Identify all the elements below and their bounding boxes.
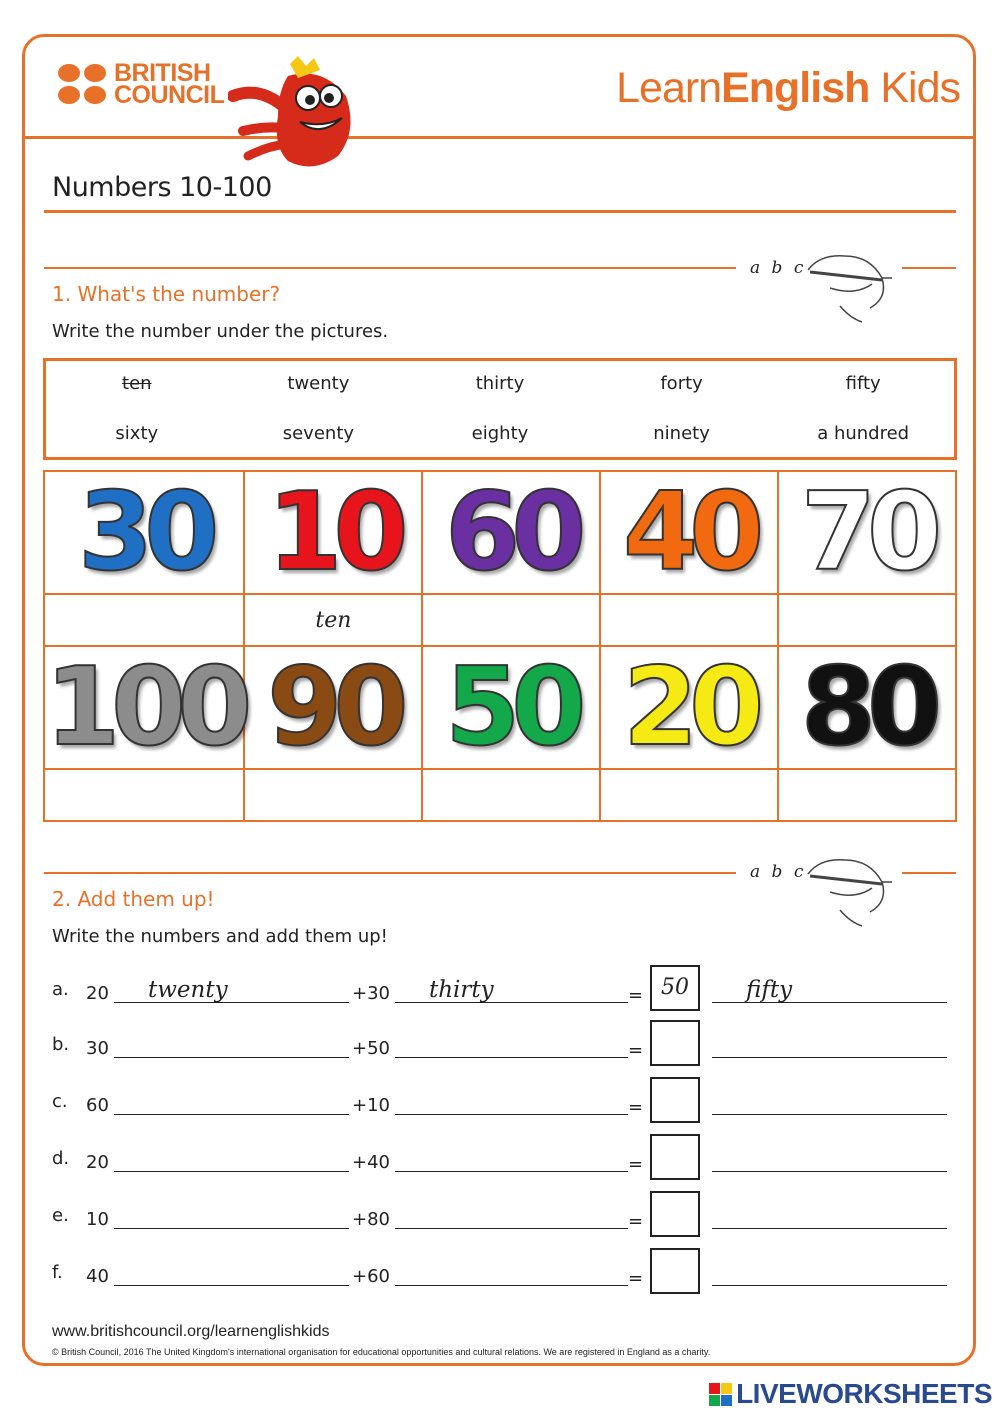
answer-row-1: [44, 594, 956, 646]
plus-sign: +: [352, 1038, 368, 1059]
exercise-letter: c.: [52, 1091, 68, 1112]
second-number-word-field[interactable]: [395, 1203, 628, 1229]
word-bank-item: eighty: [471, 423, 529, 444]
liveworksheets-logo-icon: [709, 1383, 732, 1406]
liveworksheets-watermark: [709, 1378, 992, 1410]
answer-input-cell[interactable]: [600, 769, 778, 821]
first-number-word-field[interactable]: [114, 1260, 349, 1286]
second-number: 60: [367, 1266, 390, 1287]
first-number-word-field[interactable]: [114, 1089, 349, 1115]
logo-english: English: [721, 64, 870, 112]
second-number-word-field[interactable]: [395, 1260, 628, 1286]
result-number-box[interactable]: [650, 1191, 700, 1237]
first-number-word-field[interactable]: [114, 1032, 349, 1058]
monster-mascot-icon: [228, 56, 363, 176]
result-word-field[interactable]: [712, 1203, 947, 1229]
second-number: 50: [367, 1038, 390, 1059]
logo-kids: Kids: [869, 64, 960, 112]
bc-logo-line2: COUNCIL: [114, 81, 225, 109]
exercise-letter: a.: [52, 979, 69, 1000]
number-picture-cell: [422, 646, 600, 769]
first-number: 20: [86, 1152, 109, 1173]
second-number-word-field[interactable]: [395, 1146, 628, 1172]
section2-abc-label: a b c: [750, 862, 807, 882]
answer-input-cell[interactable]: ten: [244, 594, 422, 646]
word-bank-item: a hundred: [817, 423, 910, 444]
exercise-letter: e.: [52, 1205, 69, 1226]
number-picture-cell: [600, 471, 778, 594]
plus-sign: +: [352, 1095, 368, 1116]
plus-sign: +: [352, 1209, 368, 1230]
british-council-dots-icon: [58, 64, 106, 104]
number-picture-cell: [600, 646, 778, 769]
number-picture-cell: [44, 646, 244, 769]
second-number-word-field[interactable]: [395, 1032, 628, 1058]
big-number: 30: [78, 470, 211, 595]
word-bank: [43, 358, 957, 460]
exercise-letter: d.: [52, 1148, 70, 1169]
result-word-field[interactable]: fifty: [712, 977, 947, 1003]
second-number: 30: [367, 983, 390, 1004]
section2-instruction: Write the numbers and add them up!: [52, 926, 388, 947]
word-bank-item: sixty: [115, 423, 159, 444]
answer-input-cell[interactable]: [244, 769, 422, 821]
big-number: 10: [267, 470, 400, 595]
page-title: Numbers 10-100: [52, 172, 272, 203]
equals-sign: =: [628, 1154, 644, 1175]
big-number: 20: [622, 645, 756, 770]
exercise-letter: b.: [52, 1034, 70, 1055]
footer-copyright: © British Council, 2016 The United Kingdom's international organisation for educational opportunities and cultural relations. We are registered in England as a charity.: [52, 1347, 711, 1357]
first-number: 40: [86, 1266, 109, 1287]
word-bank-item: fifty: [845, 373, 881, 394]
number-row-1: [44, 471, 956, 594]
writing-hand-icon: [800, 852, 900, 930]
word-bank-item: ninety: [653, 423, 710, 444]
big-number: 60: [445, 470, 578, 595]
word-bank-item: forty: [660, 373, 703, 394]
second-number: 40: [367, 1152, 390, 1173]
result-word-field[interactable]: [712, 1146, 947, 1172]
british-council-logo: [58, 59, 225, 109]
big-number: 100: [45, 645, 244, 770]
section2-heading: 2. Add them up!: [52, 887, 215, 911]
word-bank-item: seventy: [282, 423, 355, 444]
second-number-word-field[interactable]: thirty: [395, 977, 628, 1003]
equals-sign: =: [628, 1268, 644, 1289]
first-number-word-field[interactable]: [114, 1203, 349, 1229]
result-number-box[interactable]: 50: [650, 965, 700, 1011]
first-number: 10: [86, 1209, 109, 1230]
writing-hand-icon: [800, 248, 900, 326]
addition-row: [52, 1020, 952, 1070]
plus-sign: +: [352, 1266, 368, 1287]
exercise-letter: f.: [52, 1262, 63, 1283]
second-number: 80: [367, 1209, 390, 1230]
section1-instruction: Write the number under the pictures.: [52, 321, 389, 342]
number-row-2: [44, 646, 956, 769]
first-number-word-field[interactable]: [114, 1146, 349, 1172]
result-word-field[interactable]: [712, 1089, 947, 1115]
liveworksheets-text: LIVEWORKSHEETS: [736, 1378, 992, 1409]
answer-input-cell[interactable]: [600, 594, 778, 646]
word-bank-item: ten: [122, 373, 152, 394]
big-number: 40: [622, 470, 756, 595]
addition-row: [52, 1134, 952, 1184]
section1-abc-label: a b c: [750, 258, 807, 278]
learnenglish-kids-logo: [616, 64, 960, 113]
result-number-box[interactable]: [650, 1134, 700, 1180]
big-number: 50: [445, 645, 578, 770]
big-number: 70: [800, 470, 934, 595]
first-number: 20: [86, 983, 109, 1004]
equals-sign: =: [628, 1097, 644, 1118]
second-number: 10: [367, 1095, 390, 1116]
logo-learn: Learn: [616, 64, 722, 112]
result-number-box[interactable]: [650, 1248, 700, 1294]
number-picture-grid: [43, 470, 957, 822]
bc-logo-line1: BRITISH: [114, 59, 211, 87]
first-number-word-field[interactable]: twenty: [114, 977, 349, 1003]
addition-row: [52, 1077, 952, 1127]
big-number: 90: [267, 645, 400, 770]
answer-input-cell[interactable]: [422, 594, 600, 646]
equals-sign: =: [628, 1040, 644, 1061]
word-bank-item: twenty: [287, 373, 350, 394]
answer-input-cell[interactable]: [44, 769, 244, 821]
big-number: 80: [800, 645, 934, 770]
number-picture-cell: [44, 471, 244, 594]
second-number-word-field[interactable]: [395, 1089, 628, 1115]
section1-rule-right: [902, 267, 956, 269]
result-number-box[interactable]: [650, 1020, 700, 1066]
word-bank-item: thirty: [475, 373, 525, 394]
answer-row-2: [44, 769, 956, 821]
plus-sign: +: [352, 1152, 368, 1173]
answer-input-cell[interactable]: [422, 769, 600, 821]
answer-input-cell[interactable]: [778, 769, 956, 821]
first-number: 60: [86, 1095, 109, 1116]
section1-heading: 1. What's the number?: [52, 282, 281, 306]
number-picture-cell: [422, 471, 600, 594]
title-underline: [44, 210, 956, 213]
section2-rule-right: [902, 872, 956, 874]
plus-sign: +: [352, 983, 368, 1004]
addition-row: [52, 1191, 952, 1241]
equals-sign: =: [628, 1211, 644, 1232]
addition-row: [52, 1248, 952, 1298]
number-picture-cell: [778, 471, 956, 594]
number-picture-cell: [244, 471, 422, 594]
header-divider: [22, 136, 976, 139]
footer-url: www.britishcouncil.org/learnenglishkids: [52, 1323, 330, 1340]
number-picture-cell: [244, 646, 422, 769]
answer-input-cell[interactable]: [778, 594, 956, 646]
result-word-field[interactable]: [712, 1032, 947, 1058]
addition-row: [52, 965, 952, 1015]
equals-sign: =: [628, 985, 644, 1006]
number-picture-cell: [778, 646, 956, 769]
section2-rule-left: [44, 872, 736, 874]
result-number-box[interactable]: [650, 1077, 700, 1123]
first-number: 30: [86, 1038, 109, 1059]
result-word-field[interactable]: [712, 1260, 947, 1286]
answer-input-cell[interactable]: [44, 594, 244, 646]
section1-rule-left: [44, 267, 736, 269]
